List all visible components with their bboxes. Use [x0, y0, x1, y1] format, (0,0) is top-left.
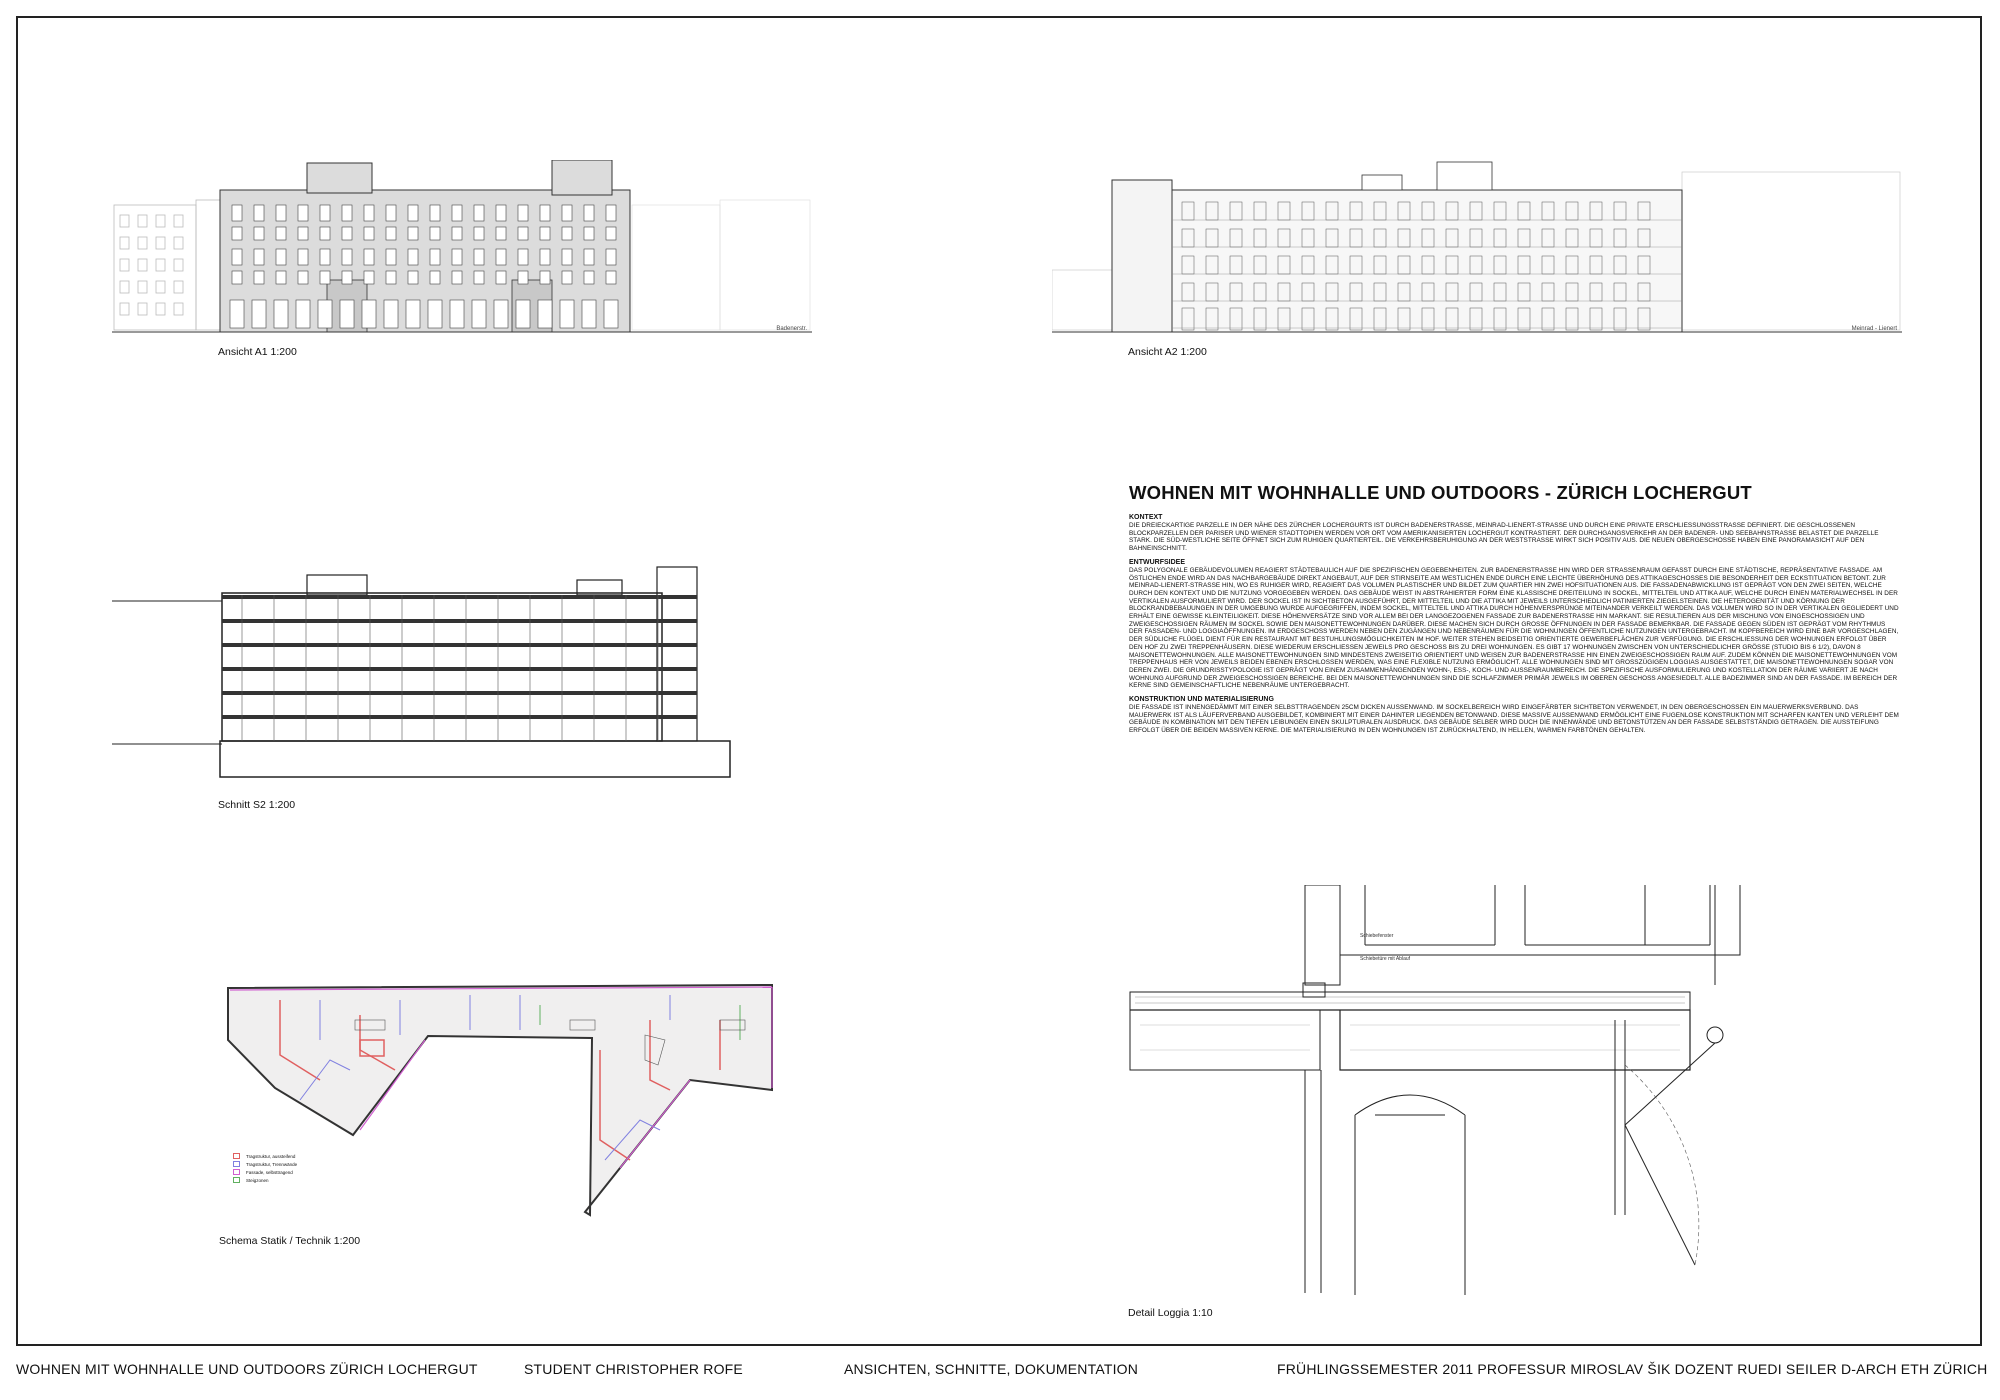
legend-item: Steigzonen: [233, 1176, 297, 1184]
footer-credits: FRÜHLINGSSEMESTER 2011 PROFESSUR MIROSLAV ŠIK DOZENT RUEDI SEILER D-ARCH ETH ZÜRICH: [1277, 1361, 1988, 1377]
footer-student: STUDENT CHRISTOPHER ROFE: [524, 1361, 743, 1377]
section-s2-drawing: [112, 565, 752, 785]
elevation-a2-drawing: [1052, 150, 1902, 336]
svg-text:Badenerstr.: Badenerstr.: [776, 326, 807, 332]
loggia-detail-caption: Detail Loggia 1:10: [1128, 1307, 1213, 1319]
section-body-konstruktion: DIE FASSADE IST INNENGEDÄMMT MIT EINER SELBSTTRAGENDEN 25CM DICKEN AUSSENWAND. IM SOCKELBEREICH WIRD EINGEFÄRBTER SICHTBETON VERWENDET, IN DEN OBERGESCHOSSEN EIN MAUERWERKSVERBUND. DAS MAUERWERK IST ALS LÄUFERVERBAND AUSGEBILDET, KOMBINIERT MIT EINER DAHINTER LIEGENDEN BETONWAND. DIESE MASSIVE AUSSENWAND ERMÖGLICHT EINE FUGENLOSE KONSTRUKTION MIT SCHARFEN KANTEN UND VERLEIHT DEM GEBÄUDE IN KOMBINATION MIT DEN TIEFEN LEIBUNGEN EINEN SKULPTURALEN AUSDRUCK. DAS GEBÄUDE SELBER WIRD DUCH DIE INNENWÄNDE UND BETONSTÜTZEN AN DER FASSADE SELBSTSTÄNDIG GETRAGEN. DIE AUSSTEIFUNG ERFOLGT ÜBER DIE BEIDEN MASSIVEN KERNE. DIE MATERIALISIERUNG IN DEN WOHNUNGEN IST ZURÜCKHALTEND, IN HELLEN, WARMEN FARBTÖNEN GEHALTEN.: [1129, 704, 1899, 735]
svg-text:Schiebefenster: Schiebefenster: [1360, 933, 1394, 939]
structure-plan-legend: [233, 1152, 297, 1184]
legend-item: Tragstruktur, Trennwände: [233, 1160, 297, 1168]
svg-text:Schiebetüre mit Ablauf: Schiebetüre mit Ablauf: [1360, 956, 1411, 962]
structure-plan-drawing: [220, 980, 780, 1220]
section-s2-caption: Schnitt S2 1:200: [218, 799, 296, 811]
elevation-a1-drawing: [112, 160, 812, 336]
legend-item: Tragstruktur, aussteifend: [233, 1152, 297, 1160]
footer-project: WOHNEN MIT WOHNHALLE UND OUTDOORS ZÜRICH LOCHERGUT: [16, 1361, 478, 1377]
project-description: [1129, 482, 1899, 735]
section-heading-kontext: KONTEXT: [1129, 514, 1163, 521]
section-heading-entwurfsidee: ENTWURFSIDEE: [1129, 558, 1185, 566]
loggia-detail-drawing: [1125, 885, 1845, 1295]
elevation-a1-caption: Ansicht A1 1:200: [218, 346, 297, 358]
footer-content: ANSICHTEN, SCHNITTE, DOKUMENTATION: [844, 1361, 1139, 1377]
legend-item: Fassade, selbsttragend: [233, 1168, 297, 1176]
svg-text:Meinrad - Lienert: Meinrad - Lienert: [1851, 326, 1897, 332]
section-heading-konstruktion: KONSTRUKTION UND MATERIALISIERUNG: [1129, 696, 1274, 704]
structure-plan-caption: Schema Statik / Technik 1:200: [219, 1235, 361, 1247]
section-body-entwurfsidee: DAS POLYGONALE GEBÄUDEVOLUMEN REAGIERT STÄDTEBAULICH AUF DIE SPEZIFISCHEN GEGEBENHEITEN. ZUR BADENERSTRASSE HIN WIRD DER STRASSENRAUM GEFASST DURCH EINE STÄDTISCHE, REPRÄSENTATIVE FASSADE. AM ÖSTLICHEN ENDE WIRD AN DAS NACHBARGEBÄUDE DIREKT ANGEBAUT, AUF DER STIRNSEITE AM WESTLICHEN ENDE DURCH EINE LEICHTE ÜBERHÖHUNG DES ATTIKAGESCHOSSES DIE BESONDERHEIT DER ECKSTITUATION BETONT. ZUR MEINRAD-LIENERT-STRASSE HIN, WO ES RUHIGER WIRD, REAGIERT DAS VOLUMEN PLASTISCHER UND BILDET ZUM QUARTIER HIN ZWEI HOFSITUATIONEN AUS. DIE FASSADENABWICKLUNG IST GEPRÄGT VON DEN ZWEI SEITEN, WELCHE DURCH DEN KONTEXT UND DIE NUTZUNG VORGEGEBEN WERDEN. DAS GEBÄUDE WEIST IN ABSTRAHIERTER FORM EINE KLASSISCHE DREITEILUNG IN SOCKEL, MITTELTEIL UND ATTIKA AUF, WELCHE DURCH EINEN MATERIALWECHSEL IN DER VERTIKALEN AUSFORMULIERT WIRD. DER SOCKEL IST IN SICHTBETON AUSGEFÜHRT, DER MITTELTEIL UND DIE ATTIKA MIT JEWEILS UNTERSCHIEDLICH PATINIERTEN ZIEGELSTEINEN. DIE HETEROGENITÄT UND KÖRNUNG DER BLOCKRANDBEBAUUNGEN IN DER UMGEBUNG WURDE AUFGEGRIFFEN, INDEM SOCKEL, MITTELTEIL UND ATTIKA DURCH HÖHENVERSPRÜNGE MITEINANDER VERKEILT WERDEN. DAS VOLUMEN WIRD SO IN DER VERTIKALEN GEGLIEDERT UND ERHÄLT EINE GEWISSE KLEINTEILIGKEIT. DIESE HÖHENVERSÄTZE SIND VOR ALLEM BEI DER LANGGEZOGENEN FASSADE ZUR BADENERSTRASSE HIN MARKANT. SIE RESULTIEREN AUS DER MISCHUNG VON EINGESCHOSSIGEN UND ZWEIGESCHOSSIGEN RÄUMEN IM SOCKEL SOWIE DEN MAISONETTEWOHNUNGEN DARÜBER. DIESE MACHEN SICH DURCH GROSSE ÖFFNUNGEN IN DER FASSADE BEMERKBAR. DIE FASSADE GEGEN SÜDEN IST GEPRÄGT VOM RHYTHMUS DER FASSADEN- UND LOGGIAÖFFNUNGEN. IM ERDGESCHOSS WERDEN NEBEN DEN ZUGÄNGEN UND NEBENRÄUMEN FÜR DIE WOHNUNGEN ÖFFENTLICHE NUTZUNGEN UNTERGEBRACHT. IM KOPFBEREICH WIRD EINE BAR VORGESCHLAGEN, DER SÜDLICHE FLÜGEL DIENT FÜR EIN RESTAURANT MIT BESTUHLUNGSMÖGLICHKEITEN IM HOF. WEITER STEHEN BEIDSEITIG ORIENTIERTE GEWERBEFLÄCHEN ZUR VERFÜGUNG. DIE ERSCHLIESSUNG DER WOHNUNGEN ERFOLGT ÜBER DEN HOF ZU ZWEI TREPPENHÄUSERN. DIESE WIEDERUM ERSCHLIESSEN JEWEILS PRO GESCHOSS BIS ZU DREI WOHNUNGEN. ES GIBT 17 WOHNUNGEN ZWISCHEN VON UNTERSCHIEDLICHER GRÖSSE (STUDIO BIS 6 1/2), DAVON 8 MAISONETTEWOHNUNGEN. ALLE MAISONETTEWOHNUNGEN SIND MINDESTENS ZWEISEITIG ORIENTIERT UND WEISEN ZUR BADENERSTRASSE HIN EINEN ZWEIGESCHOSSIGEN RAUM AUF. ZUDEM KÖNNEN DIE MAISONETTEWOHNUNGEN VOM TREPPENHAUS HER VON JEWEILS BEIDEN EBENEN ERSCHLOSSEN WERDEN, WAS EINE FLEXIBLE NUTZUNG ERMÖGLICHT. ALLE WOHNUNGEN SIND MIT GROSSZÜGIGEN LOGGIAS AUSGESTATTET, DIE MAISONETTEWOHNUNGEN SOGAR VON DEREN ZWEI. DIE GRUNDRISSTYPOLOGIE IST GEPRÄGT VON EINEM ZUSAMMENHÄNGENDEN WOHN-, ESS-, KOCH- UND AUSSENRAUMBEREICH. DIE SPEZIFISCHE AUSFORMULIERUNG UND KOSTELLATION DER RÄUME VARIIERT JE NACH WOHNUNG AUFGRUND DER ZWEIGESCHOSSIGEN BEREICHE. BEI DEN MAISONETTEWOHNUNGEN SIND DIE SCHLAFZIMMER PRIMÄR JEWEILS IM OBEREN GESCHOSS ANGESIEDELT. ALLE BADEZIMMER SIND AN DER FASSADE. IM BEREICH DER KERNE SIND GEMEINSCHAFTLICHE NEBENRÄUME UNTERGEBRACHT.: [1129, 566, 1899, 690]
elevation-a2-caption: Ansicht A2 1:200: [1128, 346, 1207, 358]
project-title: WOHNEN MIT WOHNHALLE UND OUTDOORS - ZÜRICH LOCHERGUT: [1129, 482, 1752, 503]
section-body-kontext: DIE DREIECKARTIGE PARZELLE IN DER NÄHE DES ZÜRCHER LOCHERGURTS IST DURCH BADENERSTRASSE, MEINRAD-LIENERT-STRASSE UND DURCH EINE PRIVATE ERSCHLIESSUNGSSTRASSE DEFINIERT. DIE GESCHLOSSENEN BLOCKPARZELLEN DER PARISER UND WIENER STADTTOPIEN WERDEN VOR ORT VOM AMERIKANISIERTEN LOCHERGUT KONTRASTIERT. DER DURCHGANGSVERKEHR AN DER BADENER- UND SEEBAHNSTRASSE BELASTET DIE PARZELLE STARK. DIE SÜD-WESTLICHE SEITE ÖFFNET SICH ZUM RUHIGEN QUARTIERTEIL. DIE VERKEHRSBERUHIGUNG AN DER WESTSTRASSE WIRKT SICH POSITIV AUS. DIE NEUEN OBERGESCHOSSE HABEN EINE PANORAMASICHT AUF DEN BAHNEINSCHNITT.: [1129, 522, 1879, 553]
